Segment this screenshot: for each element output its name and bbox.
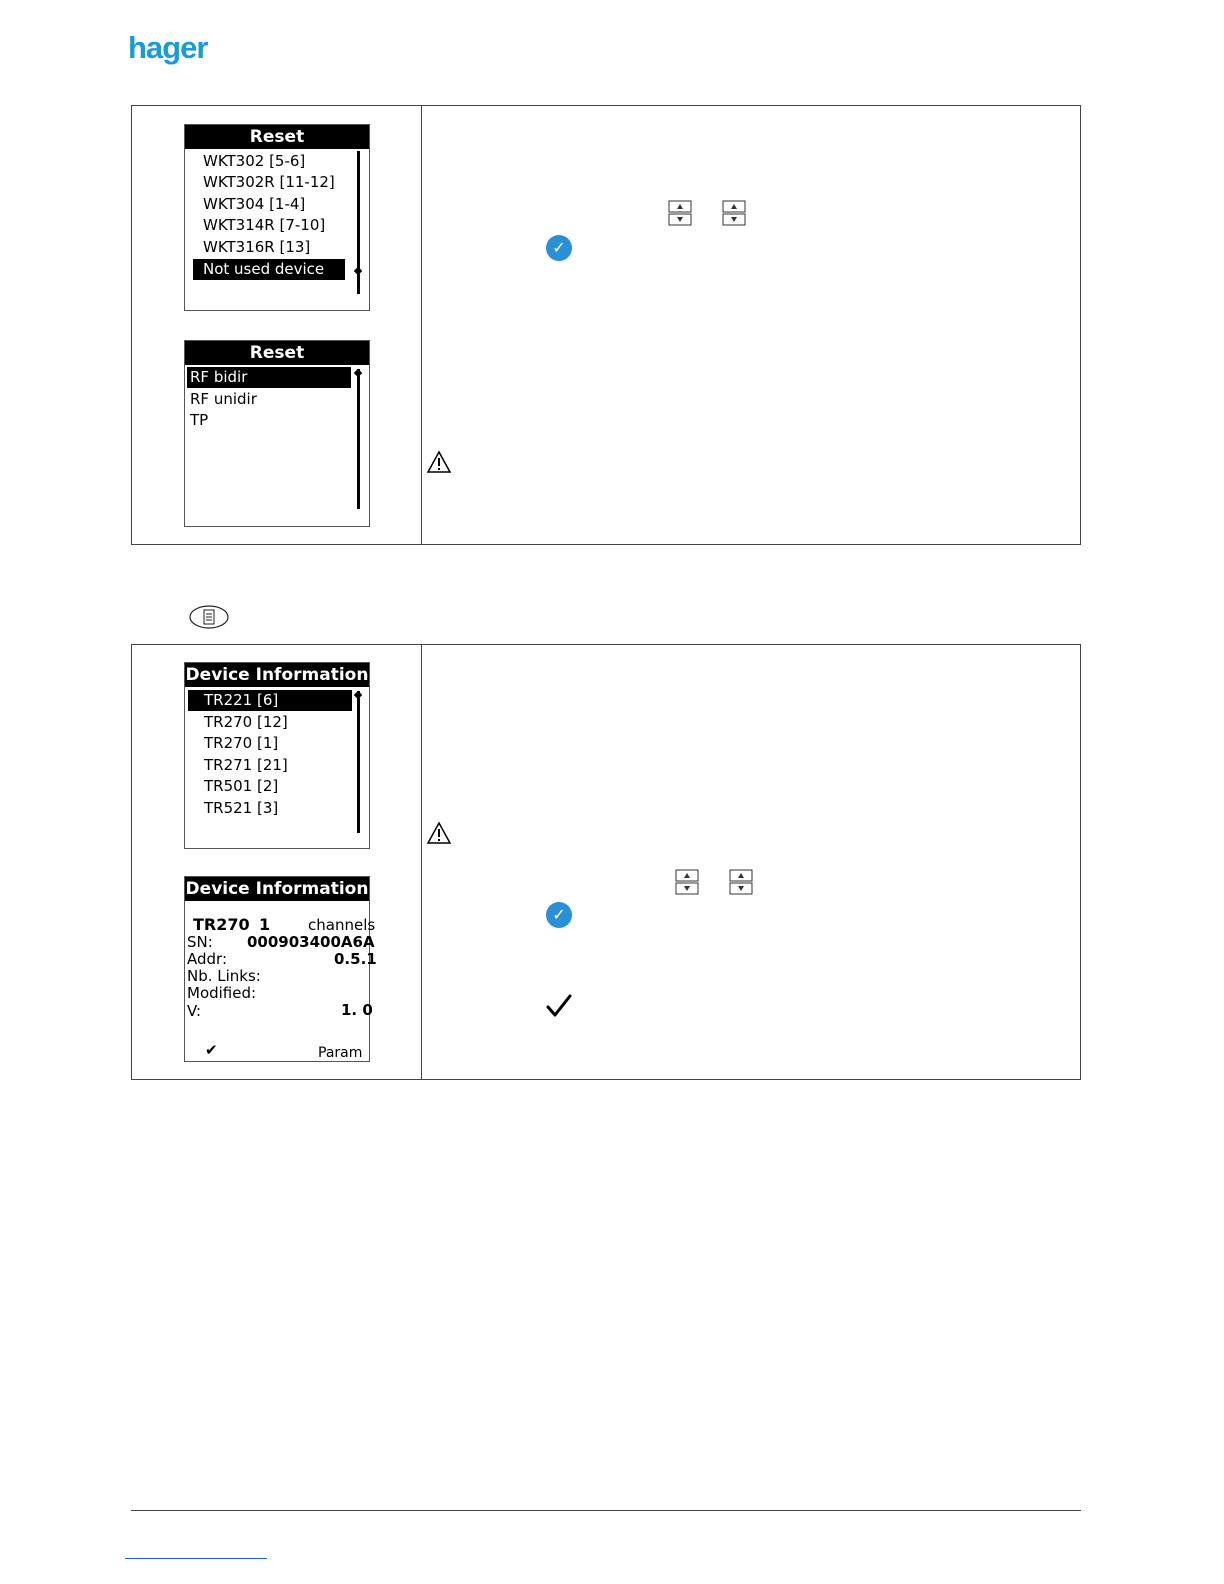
up-down-button-icon <box>675 869 699 895</box>
up-down-button-icon <box>722 200 746 226</box>
list-item[interactable]: WKT302 [5-6] <box>203 152 306 170</box>
list-item[interactable]: TR271 [21] <box>204 756 288 774</box>
list-item[interactable]: TR521 [3] <box>204 799 279 817</box>
up-down-button-icon <box>668 200 692 226</box>
list-item[interactable]: TR270 [12] <box>204 713 288 731</box>
list-item-selected[interactable]: TR221 [6] <box>188 690 352 711</box>
confirm-check-icon: ✓ <box>546 235 572 261</box>
list-item[interactable]: TP <box>190 411 209 429</box>
modified-label: Modified: <box>187 984 257 1002</box>
device-icon <box>189 605 229 629</box>
channels-label: channels <box>308 916 376 934</box>
screen-title: Reset <box>185 341 369 365</box>
column-divider <box>421 106 422 544</box>
scroll-thumb[interactable] <box>354 691 362 699</box>
scroll-thumb[interactable] <box>354 267 362 275</box>
list-item[interactable]: TR501 [2] <box>204 777 279 795</box>
list-item[interactable]: RF unidir <box>190 390 257 408</box>
links-label: Nb. Links: <box>187 967 261 985</box>
list-item-selected[interactable]: Not used device <box>193 259 345 280</box>
addr-label: Addr: <box>187 950 227 968</box>
checkmark-icon <box>546 994 572 1018</box>
list-item[interactable]: WKT316R [13] <box>203 238 311 256</box>
device-details-screen <box>184 876 377 1062</box>
device-name: TR270 <box>193 915 250 934</box>
up-down-button-icon <box>729 869 753 895</box>
list-item[interactable]: WKT304 [1-4] <box>203 195 306 213</box>
reset-device-screen <box>184 124 370 311</box>
param-softkey[interactable]: Param <box>318 1045 363 1061</box>
scrollbar[interactable] <box>357 691 360 833</box>
column-divider <box>421 645 422 1079</box>
reset-panel <box>131 105 1081 545</box>
list-item[interactable]: TR270 [1] <box>204 734 279 752</box>
screen-title: Reset <box>185 125 369 149</box>
list-item[interactable]: WKT314R [7-10] <box>203 216 326 234</box>
screen-title: Device Information <box>185 665 369 685</box>
channel-count: 1 <box>259 915 271 934</box>
list-item-selected[interactable]: RF bidir <box>187 367 351 388</box>
addr-value: 0.5.1 <box>334 950 377 968</box>
warning-icon <box>427 822 451 844</box>
sn-value: 000903400A6A <box>247 933 375 951</box>
screen-title: Device Information <box>185 879 369 899</box>
warning-icon <box>427 451 451 473</box>
scrollbar[interactable] <box>357 369 360 509</box>
device-information-panel <box>131 644 1081 1080</box>
confirm-check-icon: ✓ <box>546 902 572 928</box>
footer-link-underline <box>125 1558 267 1559</box>
device-list-screen <box>184 662 370 849</box>
footer-rule <box>131 1510 1081 1511</box>
scroll-thumb[interactable] <box>354 369 362 377</box>
hager-logo: hager <box>128 30 208 65</box>
reset-medium-screen <box>184 340 370 527</box>
version-value: 1. 0 <box>341 1001 373 1019</box>
sn-label: SN: <box>187 933 213 951</box>
confirm-softkey[interactable]: ✔ <box>205 1041 218 1059</box>
version-label: V: <box>187 1002 202 1020</box>
list-item[interactable]: WKT302R [11-12] <box>203 173 335 191</box>
